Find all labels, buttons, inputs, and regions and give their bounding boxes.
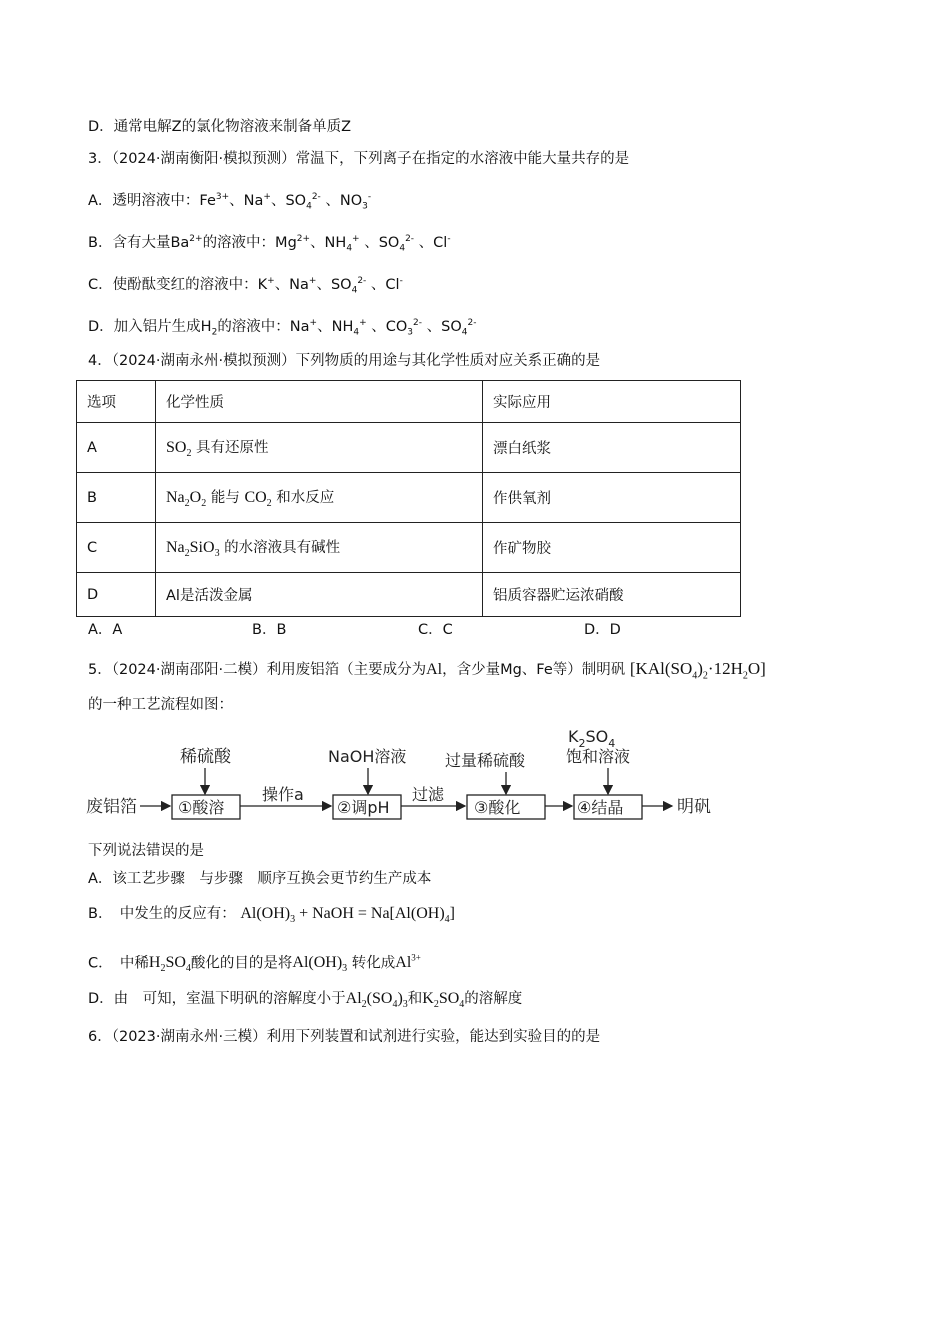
flow-transition-2: 过滤 bbox=[412, 785, 445, 804]
q3-option-b: B．含有大量$Ba^{2+}$的溶液中：$Mg^{2+}$、$NH_4^+$ 、$SO_4^{2-}$ 、Cl- bbox=[88, 234, 451, 254]
table-row: B $Na_2O_2$ 能与 $CO_2$ 和水反应 作供氧剂 bbox=[77, 473, 741, 523]
process-flow-diagram bbox=[80, 720, 740, 830]
table-row: C $Na_2SiO_3$ 的水溶液具有碱性 作矿物胶 bbox=[77, 523, 741, 573]
q5-subquestion: 下列说法错误的是 bbox=[88, 843, 204, 859]
q3-stem: 3．（2024·湖南衡阳·模拟预测）常温下，下列离子在指定的水溶液中能大量共存的是 bbox=[88, 151, 630, 167]
svg-text:②调pH: ②调pH bbox=[337, 798, 390, 817]
q4-options-table bbox=[76, 380, 741, 617]
flow-input-3: 过量稀硫酸 bbox=[445, 751, 526, 770]
svg-text:饱和溶液: 饱和溶液 bbox=[566, 747, 631, 766]
flow-input-2: NaOH溶液 bbox=[328, 747, 407, 766]
q5-stem-line2: 的一种工艺流程如图： bbox=[88, 697, 233, 713]
table-row: D Al是活泼金属 铝质容器贮运浓硝酸 bbox=[77, 573, 741, 617]
answer-b: B．B bbox=[252, 622, 287, 638]
q5-option-c: C． 中稀$H_2SO_4$酸化的目的是将$Al(OH)_3$ 转化成$Al^{3+}$ bbox=[88, 953, 421, 975]
table-header-property: 化学性质 bbox=[156, 381, 483, 423]
q5-option-b: B． 中发生的反应有： $Al(OH)_3$ + NaOH = $Na[Al(OH)_4]$ bbox=[88, 905, 455, 926]
q6-stem: 6．（2023·湖南永州·三模）利用下列装置和试剂进行实验，能达到实验目的的是 bbox=[88, 1029, 601, 1045]
q5-stem-line1: 5．（2024·湖南邵阳·二模）利用废铝箔（主要成分为Al，含少量Mg、Fe等）制明矾 $[KAl(SO_4)_2\cdot 12H_2O]$ bbox=[88, 659, 766, 682]
table-header-application: 实际应用 bbox=[483, 381, 741, 423]
flow-end: 明矾 bbox=[677, 797, 711, 817]
q2-option-d: D．通常电解Z的氯化物溶液来制备单质Z bbox=[88, 119, 352, 135]
q3-option-c: C．使酚酞变红的溶液中：K+、Na+、$SO_4^{2-}$ 、Cl- bbox=[88, 276, 403, 296]
svg-text:③酸化: ③酸化 bbox=[474, 798, 521, 817]
table-row: A $SO_2$ 具有还原性 漂白纸浆 bbox=[77, 423, 741, 473]
q3-option-d: D．加入铝片生成$H_2$的溶液中：Na+、$NH_4^+$ 、$CO_3^{2-}$ 、$SO_4^{2-}$ bbox=[88, 318, 477, 338]
flow-input-4: $K_2SO_4$ bbox=[568, 727, 616, 750]
svg-text:①酸溶: ①酸溶 bbox=[178, 798, 225, 817]
table-header-option: 选项 bbox=[77, 381, 156, 423]
q4-stem: 4．（2024·湖南永州·模拟预测）下列物质的用途与其化学性质对应关系正确的是 bbox=[88, 353, 601, 369]
svg-text:④结晶: ④结晶 bbox=[577, 798, 624, 817]
q5-option-d: D．由 可知，室温下明矾的溶解度小于$Al_2(SO_4)_3$和$K_2SO_4$的溶解度 bbox=[88, 990, 523, 1011]
flow-transition-1: 操作a bbox=[262, 785, 304, 804]
flow-start: 废铝箔 bbox=[86, 797, 137, 817]
flow-input-1: 稀硫酸 bbox=[180, 747, 231, 767]
q5-option-a: A．该工艺步骤 与步骤 顺序互换会更节约生产成本 bbox=[88, 871, 432, 887]
q3-option-a: A．透明溶液中：$Fe^{3+}$、Na+、$SO_4^{2-}$ 、$NO_3^-$ bbox=[88, 192, 372, 212]
answer-d: D．D bbox=[584, 622, 621, 638]
answer-a: A．A bbox=[88, 622, 123, 638]
answer-c: C．C bbox=[418, 622, 453, 638]
